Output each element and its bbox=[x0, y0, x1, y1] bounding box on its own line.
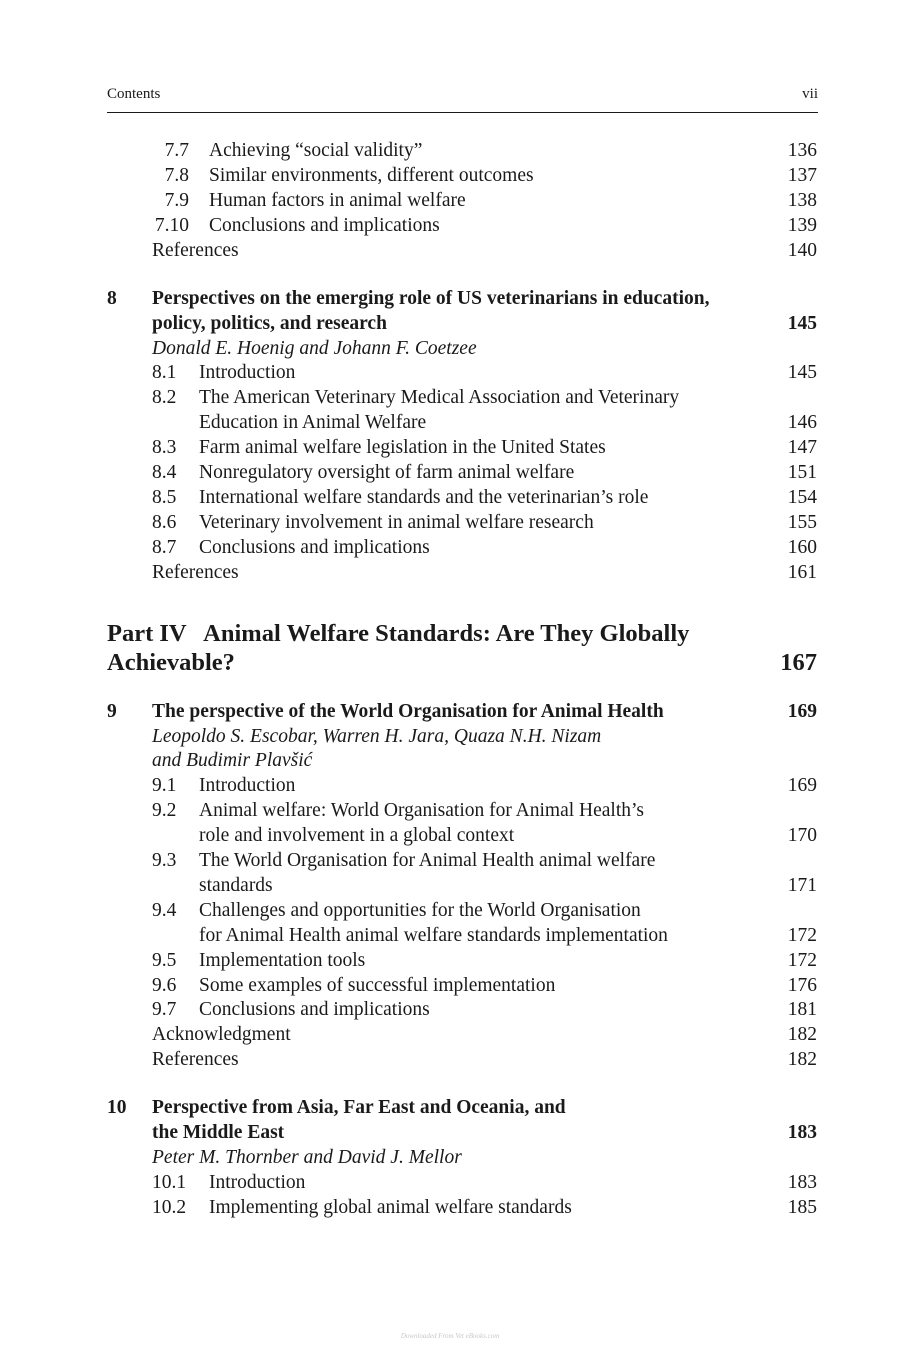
acknowledgment-label: Acknowledgment bbox=[152, 1024, 291, 1045]
section-title: Conclusions and implications bbox=[209, 215, 440, 236]
part-title-cont[interactable]: Achievable? bbox=[107, 649, 235, 676]
section-number: 9.5 bbox=[152, 950, 177, 971]
section-title: Similar environments, different outcomes bbox=[209, 165, 534, 186]
section-page: 181 bbox=[787, 999, 817, 1020]
authors: Donald E. Hoenig and Johann F. Coetzee bbox=[152, 338, 477, 359]
section-page: 155 bbox=[787, 512, 817, 533]
section-page: 139 bbox=[787, 215, 817, 236]
download-watermark: Downloaded From Vet eBooks.com bbox=[400, 1332, 500, 1340]
references-label: References bbox=[152, 562, 239, 583]
section-page: 138 bbox=[787, 190, 817, 211]
section-number: 7.10 bbox=[154, 215, 189, 236]
section-page: 182 bbox=[787, 1024, 817, 1045]
section-number: 9.6 bbox=[152, 975, 177, 996]
section-title: Introduction bbox=[199, 362, 296, 383]
section-page: 140 bbox=[787, 240, 817, 261]
section-title: Animal welfare: World Organisation for Animal Health’s bbox=[199, 800, 645, 821]
section-number: 8.1 bbox=[152, 362, 177, 383]
section-number: 8.3 bbox=[152, 437, 177, 458]
section-number: 9.2 bbox=[152, 800, 177, 821]
section-number: 9.3 bbox=[152, 850, 177, 871]
section-title: Introduction bbox=[209, 1172, 306, 1193]
section-page: 183 bbox=[787, 1172, 817, 1193]
chapter-title: the Middle East bbox=[152, 1122, 285, 1143]
section-page: 172 bbox=[787, 925, 817, 946]
section-page: 137 bbox=[787, 165, 817, 186]
section-number: 7.8 bbox=[164, 165, 189, 186]
section-page: 161 bbox=[787, 562, 817, 583]
section-title: Conclusions and implications bbox=[199, 999, 430, 1020]
chapter-title: Perspective from Asia, Far East and Oceania, and bbox=[152, 1097, 566, 1118]
section-page: 146 bbox=[787, 412, 817, 433]
section-title: Conclusions and implications bbox=[199, 537, 430, 558]
page-number: vii bbox=[802, 86, 818, 102]
section-number: 8.2 bbox=[152, 387, 177, 408]
part-page: 167 bbox=[780, 649, 817, 676]
section-title: Veterinary involvement in animal welfare research bbox=[199, 512, 594, 533]
references-label: References bbox=[152, 1049, 239, 1070]
section-page: 147 bbox=[787, 437, 817, 458]
authors: Leopoldo S. Escobar, Warren H. Jara, Quaza N.H. Nizam bbox=[152, 726, 602, 747]
section-page: 160 bbox=[787, 537, 817, 558]
section-page: 154 bbox=[787, 487, 817, 508]
chapter-page: 169 bbox=[787, 701, 817, 722]
chapter-title: The perspective of the World Organisation for Animal Health bbox=[152, 701, 664, 722]
section-page: 136 bbox=[787, 140, 817, 161]
running-header bbox=[107, 86, 818, 113]
chapter-title: policy, politics, and research bbox=[152, 313, 387, 334]
authors: and Budimir Plavšić bbox=[152, 750, 313, 771]
section-title: Achieving “social validity” bbox=[209, 140, 423, 161]
section-title: International welfare standards and the veterinarian’s role bbox=[199, 487, 649, 508]
section-title: Nonregulatory oversight of farm animal welfare bbox=[199, 462, 575, 483]
section-title: Implementation tools bbox=[199, 950, 366, 971]
section-page: 171 bbox=[787, 875, 817, 896]
section-number: 8.6 bbox=[152, 512, 177, 533]
section-page: 145 bbox=[787, 362, 817, 383]
section-page: 172 bbox=[787, 950, 817, 971]
section-number: 8.4 bbox=[152, 462, 177, 483]
section-page: 176 bbox=[787, 975, 817, 996]
references-label: References bbox=[152, 240, 239, 261]
section-title: Introduction bbox=[199, 775, 296, 796]
part-title[interactable]: Part IV Animal Welfare Standards: Are They Globally bbox=[107, 620, 690, 647]
section-page: 169 bbox=[787, 775, 817, 796]
authors: Peter M. Thornber and David J. Mellor bbox=[152, 1147, 462, 1168]
section-number: 7.7 bbox=[164, 140, 189, 161]
section-title: Human factors in animal welfare bbox=[209, 190, 466, 211]
section-number: 9.7 bbox=[152, 999, 177, 1020]
section-title: Challenges and opportunities for the World Organisation bbox=[199, 900, 641, 921]
section-number: 7.9 bbox=[164, 190, 189, 211]
chapter-number: 10 bbox=[107, 1097, 127, 1118]
chapter-page: 145 bbox=[787, 313, 817, 334]
section-title: for Animal Health animal welfare standards implementation bbox=[199, 925, 668, 946]
section-number: 9.1 bbox=[152, 775, 177, 796]
chapter-number: 8 bbox=[107, 288, 117, 309]
running-header-title: Contents bbox=[107, 86, 161, 102]
section-number: 8.5 bbox=[152, 487, 177, 508]
section-page: 151 bbox=[787, 462, 817, 483]
section-title: role and involvement in a global context bbox=[199, 825, 515, 846]
section-title: The World Organisation for Animal Health animal welfare bbox=[199, 850, 656, 871]
section-title: standards bbox=[199, 875, 273, 896]
section-number: 10.2 bbox=[152, 1197, 187, 1218]
section-title: Implementing global animal welfare standards bbox=[209, 1197, 572, 1218]
chapter-title: Perspectives on the emerging role of US veterinarians in education, bbox=[152, 288, 710, 309]
section-number: 8.7 bbox=[152, 537, 177, 558]
section-title: Some examples of successful implementation bbox=[199, 975, 556, 996]
chapter-page: 183 bbox=[787, 1122, 817, 1143]
section-title: Education in Animal Welfare bbox=[199, 412, 427, 433]
section-title: The American Veterinary Medical Association and Veterinary bbox=[199, 387, 680, 408]
section-number: 9.4 bbox=[152, 900, 177, 921]
section-page: 182 bbox=[787, 1049, 817, 1070]
section-number: 10.1 bbox=[152, 1172, 187, 1193]
section-page: 185 bbox=[787, 1197, 817, 1218]
section-title: Farm animal welfare legislation in the United States bbox=[199, 437, 606, 458]
section-page: 170 bbox=[787, 825, 817, 846]
chapter-number: 9 bbox=[107, 701, 117, 722]
